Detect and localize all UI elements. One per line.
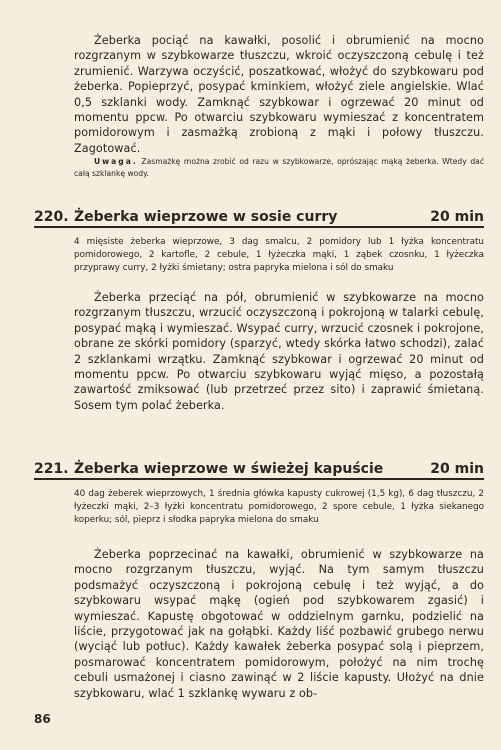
recipe-title: Żeberka wieprzowe w świeżej kapuście: [74, 461, 384, 477]
recipe-time: 20 min: [430, 209, 484, 225]
cooking-note: [74, 156, 484, 180]
intro-paragraph: Żeberka pociąć na kawałki, posolić i obrumienić na mocno rozgrzanym w szybkowarze tłuszczu, wkroić oczyszczoną cebulę i też zrumienić. Warzywa oczyścić, poszatkować, włożyć do szybkowaru pod żeberka. Popieprzyć, posypać kminkiem, włożyć ziele angielskie. Wlać 0,5 szklanki wody. Zamknąć szybkowar i ogrzewać 20 minut od momentu ppcw. Po otwarciu szybkowaru wymieszać z koncentratem pomidorowym i zasmażką zrobioną z mąki i połowy tłuszczu. Zagotować.: [74, 34, 484, 155]
recipe-220-ingredients: 4 mięsiste żeberka wieprzowe, 3 dag smalcu, 2 pomidory lub 1 łyżka koncentratu pomidorowego, 2 kartofle, 2 cebule, 1 łyżeczka mąki, 1 ząbek czosnku, 1 łyżeczka przyprawy curry, 2 łyżki śmietany; ostra papryka mielona i sól do smaku: [74, 237, 484, 274]
recipe-221-method: Żeberka poprzecinać na kawałki, obrumienić w szybkowarze na mocno rozgrzanym tłuszczu, wyjąć. Na tym samym tłuszczu podsmażyć oczyszczoną i pokrojoną cebulę i też wyjąć, a do szybkowaru wsypać mąkę (ogień pod szybkowarem zgasić) i wymieszać. Kapustę obgotować w oddzielnym garnku, podzielić na liście, przygotować jak na gołąbki. Każdy liść pozbawić grubego nerwu (wyciąć lub potłuc). Każdy kawałek żeberka posypać solą i pieprzem, posmarować koncentratem pomidorowym, położyć na nim trochę cebuli usmażonej i ciasno zawinąć w 2 liście kapusty. Ułożyć na dnie szybkowaru, wlać 1 szklankę wywaru z ob-: [74, 548, 484, 700]
recipe-221-ingredients: 40 dag żeberek wieprzowych, 1 średnia główka kapusty cukrowej (1,5 kg), 6 dag tłuszczu, 2 łyżeczki mąki, 2–3 łyżki koncentratu pomidorowego, 2 spore cebule, 1 łyżka siekanego koperku; sól, pieprz i słodka papryka mielona do smaku: [74, 489, 484, 526]
recipe-220-method: Żeberka przeciąć na pół, obrumienić w szybkowarze na mocno rozgrzanym tłuszczu, wrzucić oczyszczoną i pokrojoną w talarki cebulę, posypać mąką i wymieszać. Wsypać curry, wrzucić czosnek i pokrojone, obrane ze skórki pomidory (sparzyć, wtedy skórka łatwo schodzi), zalać 2 szklankami wrzątku. Zamknąć szybkowar i ogrzewać 20 minut od momentu ppcw. Po otwarciu szybkowaru wyjąć mięso, a pozostałą zawartość zmiksować (lub przetrzeć przez sito) i zaprawić śmietaną. Sosem tym polać żeberka.: [74, 291, 484, 412]
recipe-time: 20 min: [430, 461, 484, 477]
page-number: 86: [34, 712, 51, 726]
note-text: Zasmażkę można zrobić od razu w szybkowarze, oprószając mąką żeberka. Wtedy dać całą szklankę wody.: [74, 157, 484, 178]
note-lead: Uwaga.: [94, 157, 138, 166]
recipe-number: 220.: [34, 209, 69, 225]
recipe-number: 221.: [34, 461, 69, 477]
recipe-title: Żeberka wieprzowe w sosie curry: [74, 209, 338, 225]
recipe-220-heading: [34, 204, 484, 228]
recipe-221-heading: [34, 456, 484, 480]
